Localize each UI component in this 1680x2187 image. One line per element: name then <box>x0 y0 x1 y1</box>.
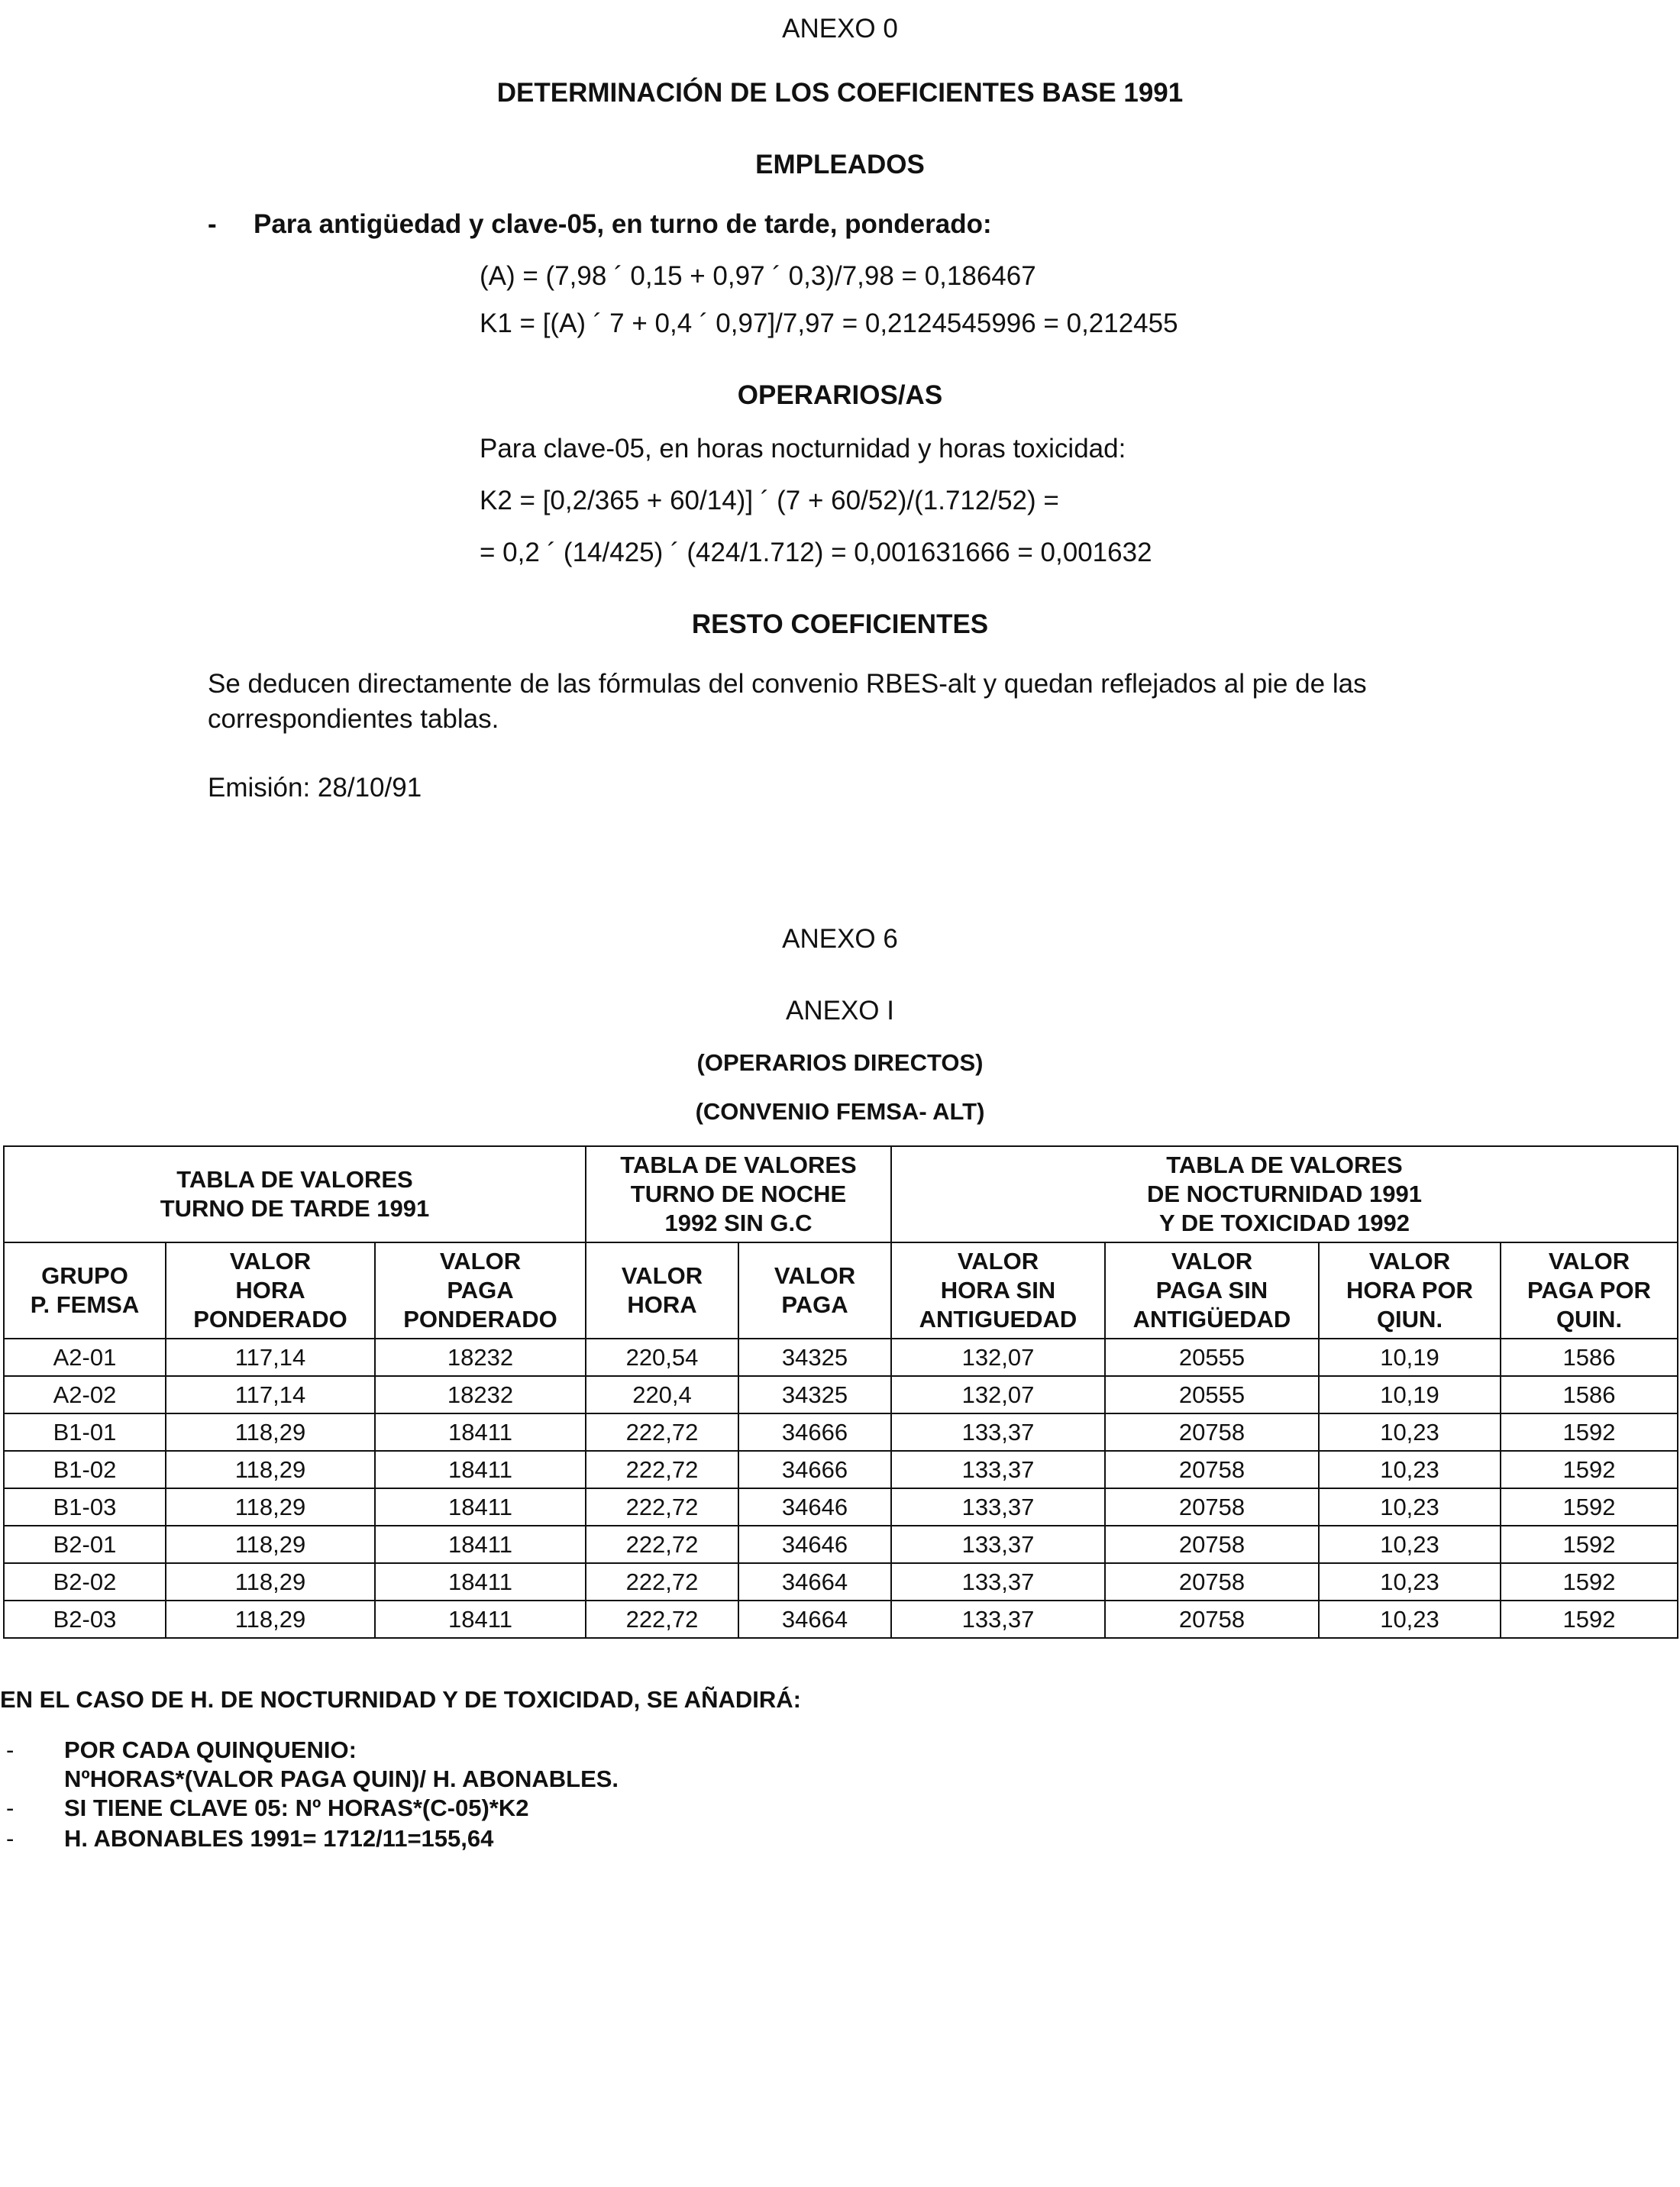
resto-line1: Se deducen directamente de las fórmulas del convenio RBES-alt y quedan reflejados al pie de las <box>208 669 1367 699</box>
anexo0-title: ANEXO 0 <box>782 14 898 44</box>
table-cell: 133,37 <box>891 1601 1105 1638</box>
col-header-valor-paga-sin-antiguedad: VALOR PAGA SIN ANTIGÜEDAD <box>1105 1242 1319 1339</box>
empleados-title: EMPLEADOS <box>755 150 925 179</box>
table-cell: 10,23 <box>1319 1563 1501 1601</box>
table-cell: 18411 <box>375 1413 586 1451</box>
table-cell: 18411 <box>375 1526 586 1563</box>
group-header-noche: TABLA DE VALORES TURNO DE NOCHE 1992 SIN G.C <box>586 1146 891 1242</box>
table-cell: 20555 <box>1105 1376 1319 1413</box>
table-cell: 10,23 <box>1319 1451 1501 1488</box>
table-cell: 118,29 <box>166 1413 375 1451</box>
table-row <box>4 1563 1678 1601</box>
table-cell: 10,23 <box>1319 1488 1501 1526</box>
table-row <box>4 1526 1678 1563</box>
table-cell: 20555 <box>1105 1339 1319 1376</box>
table-cell: 18411 <box>375 1451 586 1488</box>
table-cell: 20758 <box>1105 1413 1319 1451</box>
table-cell: 220,54 <box>586 1339 738 1376</box>
anexo6-sub1: (OPERARIOS DIRECTOS) <box>696 1049 984 1076</box>
table-cell: 20758 <box>1105 1601 1319 1638</box>
col-header-grupo: GRUPO P. FEMSA <box>4 1242 166 1339</box>
footer-dash-1: - <box>6 1736 15 1763</box>
table-cell: B2-02 <box>4 1563 166 1601</box>
table-row <box>4 1376 1678 1413</box>
table-cell: 222,72 <box>586 1488 738 1526</box>
anexo6-sub2: (CONVENIO FEMSA- ALT) <box>695 1098 985 1125</box>
table-cell: 34646 <box>738 1526 891 1563</box>
table-cell: 133,37 <box>891 1451 1105 1488</box>
table-row <box>4 1413 1678 1451</box>
table-cell: 10,23 <box>1319 1413 1501 1451</box>
col-header-valor-paga: VALOR PAGA <box>738 1242 891 1339</box>
table-cell: 20758 <box>1105 1451 1319 1488</box>
resto-title: RESTO COEFICIENTES <box>691 609 989 639</box>
col-header-valor-paga-por-quin: VALOR PAGA POR QUIN. <box>1501 1242 1678 1339</box>
table-row <box>4 1451 1678 1488</box>
table-cell: 1592 <box>1501 1526 1678 1563</box>
formula-k2b: = 0,2 ´ (14/425) ´ (424/1.712) = 0,001631666 = 0,001632 <box>480 538 1152 567</box>
table-cell: 133,37 <box>891 1488 1105 1526</box>
table-cell: 222,72 <box>586 1601 738 1638</box>
table-row <box>4 1601 1678 1638</box>
table-cell: 118,29 <box>166 1601 375 1638</box>
table-cell: 34666 <box>738 1451 891 1488</box>
table-cell: 1586 <box>1501 1339 1678 1376</box>
table-cell: 34325 <box>738 1339 891 1376</box>
table-cell: A2-02 <box>4 1376 166 1413</box>
col-header-valor-hora-sin-antiguedad: VALOR HORA SIN ANTIGUEDAD <box>891 1242 1105 1339</box>
values-table <box>3 1145 1678 1639</box>
table-cell: 10,19 <box>1319 1339 1501 1376</box>
footer-heading: EN EL CASO DE H. DE NOCTURNIDAD Y DE TOXICIDAD, SE AÑADIRÁ: <box>0 1686 801 1713</box>
group-header-tarde: TABLA DE VALORES TURNO DE TARDE 1991 <box>4 1146 586 1242</box>
table-cell: 20758 <box>1105 1526 1319 1563</box>
footer-item-2: SI TIENE CLAVE 05: Nº HORAS*(C-05)*K2 <box>64 1795 529 1821</box>
table-cell: 20758 <box>1105 1488 1319 1526</box>
table-cell: 18411 <box>375 1488 586 1526</box>
bullet-dash: - <box>208 209 217 239</box>
table-cell: B1-02 <box>4 1451 166 1488</box>
table-cell: 18411 <box>375 1601 586 1638</box>
table-cell: B1-03 <box>4 1488 166 1526</box>
col-header-valor-hora-ponderado: VALOR HORA PONDERADO <box>166 1242 375 1339</box>
footer-dash-2: - <box>6 1795 15 1821</box>
table-cell: 118,29 <box>166 1451 375 1488</box>
table-cell: 222,72 <box>586 1563 738 1601</box>
table-cell: 222,72 <box>586 1413 738 1451</box>
table-cell: 222,72 <box>586 1526 738 1563</box>
table-cell: 118,29 <box>166 1488 375 1526</box>
table-cell: 10,23 <box>1319 1601 1501 1638</box>
anexo0-heading: DETERMINACIÓN DE LOS COEFICIENTES BASE 1991 <box>496 78 1184 108</box>
col-header-valor-hora-por-quin: VALOR HORA POR QIUN. <box>1319 1242 1501 1339</box>
table-cell: 34646 <box>738 1488 891 1526</box>
table-cell: 117,14 <box>166 1339 375 1376</box>
footer-dash-3: - <box>6 1825 15 1852</box>
table-cell: 1592 <box>1501 1413 1678 1451</box>
emision: Emisión: 28/10/91 <box>208 773 422 803</box>
table-cell: 18411 <box>375 1563 586 1601</box>
table-cell: 133,37 <box>891 1563 1105 1601</box>
operarios-title: OPERARIOS/AS <box>737 380 943 410</box>
footer-item-1-line2: NºHORAS*(VALOR PAGA QUIN)/ H. ABONABLES. <box>64 1765 619 1792</box>
group-header-nocturnidad: TABLA DE VALORES DE NOCTURNIDAD 1991 Y DE TOXICIDAD 1992 <box>891 1146 1678 1242</box>
table-cell: 34664 <box>738 1563 891 1601</box>
table-row <box>4 1488 1678 1526</box>
table-cell: 1586 <box>1501 1376 1678 1413</box>
table-cell: 1592 <box>1501 1451 1678 1488</box>
table-cell: 34664 <box>738 1601 891 1638</box>
table-cell: 118,29 <box>166 1526 375 1563</box>
table-row <box>4 1339 1678 1376</box>
footer-item-3: H. ABONABLES 1991= 1712/11=155,64 <box>64 1825 494 1852</box>
formula-a: (A) = (7,98 ´ 0,15 + 0,97 ´ 0,3)/7,98 = 0,186467 <box>480 261 1036 291</box>
table-cell: 133,37 <box>891 1526 1105 1563</box>
col-header-valor-hora: VALOR HORA <box>586 1242 738 1339</box>
table-cell: 117,14 <box>166 1376 375 1413</box>
anexo6-title: ANEXO 6 <box>782 924 898 954</box>
table-cell: 220,4 <box>586 1376 738 1413</box>
col-header-valor-paga-ponderado: VALOR PAGA PONDERADO <box>375 1242 586 1339</box>
table-cell: 1592 <box>1501 1563 1678 1601</box>
table-cell: 10,23 <box>1319 1526 1501 1563</box>
empleados-bullet: Para antigüedad y clave-05, en turno de tarde, ponderado: <box>254 209 992 239</box>
table-cell: B2-03 <box>4 1601 166 1638</box>
anexo6-subtitle: ANEXO I <box>786 996 894 1026</box>
table-cell: 18232 <box>375 1376 586 1413</box>
table-cell: B1-01 <box>4 1413 166 1451</box>
formula-k2a: K2 = [0,2/365 + 60/14)] ´ (7 + 60/52)/(1.712/52) = <box>480 486 1059 515</box>
footer-item-1-line1: POR CADA QUINQUENIO: <box>64 1736 357 1763</box>
table-cell: 34666 <box>738 1413 891 1451</box>
table-cell: 133,37 <box>891 1413 1105 1451</box>
table-cell: 132,07 <box>891 1376 1105 1413</box>
table-cell: 34325 <box>738 1376 891 1413</box>
table-cell: 1592 <box>1501 1601 1678 1638</box>
resto-line2: correspondientes tablas. <box>208 704 499 734</box>
operarios-intro: Para clave-05, en horas nocturnidad y horas toxicidad: <box>480 434 1126 464</box>
table-cell: 222,72 <box>586 1451 738 1488</box>
table-cell: 18232 <box>375 1339 586 1376</box>
table-cell: B2-01 <box>4 1526 166 1563</box>
table-cell: 10,19 <box>1319 1376 1501 1413</box>
table-cell: A2-01 <box>4 1339 166 1376</box>
table-cell: 1592 <box>1501 1488 1678 1526</box>
table-cell: 20758 <box>1105 1563 1319 1601</box>
table-cell: 132,07 <box>891 1339 1105 1376</box>
table-cell: 118,29 <box>166 1563 375 1601</box>
formula-k1: K1 = [(A) ´ 7 + 0,4 ´ 0,97]/7,97 = 0,2124545996 = 0,212455 <box>480 309 1178 338</box>
